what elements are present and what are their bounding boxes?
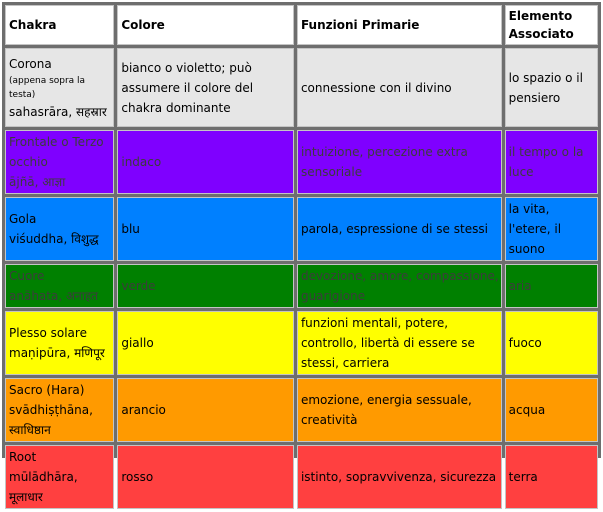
chakra-name: Gola [9, 212, 37, 226]
cell-chakra [5, 48, 114, 127]
cell-chakra [5, 378, 114, 442]
chakra-sanskrit: maṇipūra, मणिपूर [9, 346, 105, 360]
table-row-sacro [5, 378, 598, 442]
chakra-name: Frontale o Terzo occhio [9, 135, 104, 169]
cell-funzioni: emozione, energia sessuale, creatività [297, 378, 502, 442]
cell-elemento: terra [505, 445, 598, 509]
header-elemento-associato: Elemento Associato [505, 5, 598, 45]
table-row-corona [5, 48, 598, 127]
cell-funzioni: intuizione, percezione extra sensoriale [297, 130, 502, 194]
cell-colore: rosso [117, 445, 294, 509]
cell-colore: giallo [117, 311, 294, 375]
cell-colore: bianco o violetto; può assumere il colore del chakra dominante [117, 48, 294, 127]
table-row-gola [5, 197, 598, 261]
cell-funzioni: funzioni mentali, potere, controllo, libertà di essere se stessi, carriera [297, 311, 502, 375]
cell-colore: verde [117, 264, 294, 308]
cell-elemento: il tempo o la luce [505, 130, 598, 194]
cell-chakra [5, 311, 114, 375]
cell-elemento: aria [505, 264, 598, 308]
cell-colore: arancio [117, 378, 294, 442]
chakra-name: Plesso solare [9, 326, 87, 340]
chakra-sanskrit: anāhata, अनाहत [9, 289, 99, 303]
chakra-name: Corona [9, 56, 52, 71]
chakra-name: Sacro (Hara) [9, 383, 85, 397]
header-colore: Colore [117, 5, 294, 45]
chakra-sanskrit: svādhiṣṭhāna, स्वाधिष्ठान [9, 403, 93, 437]
cell-elemento: lo spazio o il pensiero [505, 48, 598, 127]
cell-elemento: fuoco [505, 311, 598, 375]
table-row-plesso-solare [5, 311, 598, 375]
chakra-name: Root [9, 450, 37, 464]
chakra-table-frame [2, 2, 601, 504]
cell-funzioni: parola, espressione di se stessi [297, 197, 502, 261]
table-header-row [5, 5, 598, 45]
cell-colore: blu [117, 197, 294, 261]
chakra-name: Cuore [9, 269, 45, 283]
cell-elemento: acqua [505, 378, 598, 442]
chakra-table [2, 2, 601, 512]
cell-chakra [5, 445, 114, 509]
cell-chakra [5, 197, 114, 261]
chakra-sanskrit: mūlādhāra, मूलाधार [9, 470, 78, 504]
cell-chakra [5, 264, 114, 308]
chakra-sanskrit: ājñā, आज्ञा [9, 175, 66, 189]
table-row-cuore [5, 264, 598, 308]
table-row-root [5, 445, 598, 509]
chakra-sanskrit: viśuddha, विशुद्ध [9, 232, 99, 246]
cell-funzioni: devozione, amore, compassione, guarigione [297, 264, 502, 308]
header-chakra: Chakra [5, 5, 114, 45]
cell-chakra [5, 130, 114, 194]
chakra-sanskrit: sahasrāra, सहस्रार [9, 104, 107, 119]
cell-funzioni: istinto, sopravvivenza, sicurezza [297, 445, 502, 509]
cell-elemento: la vita, l'etere, il suono [505, 197, 598, 261]
chakra-note: (appena sopra la testa) [9, 75, 86, 100]
cell-funzioni: connessione con il divino [297, 48, 502, 127]
table-row-frontale [5, 130, 598, 194]
header-funzioni-primarie: Funzioni Primarie [297, 5, 502, 45]
cell-colore: indaco [117, 130, 294, 194]
